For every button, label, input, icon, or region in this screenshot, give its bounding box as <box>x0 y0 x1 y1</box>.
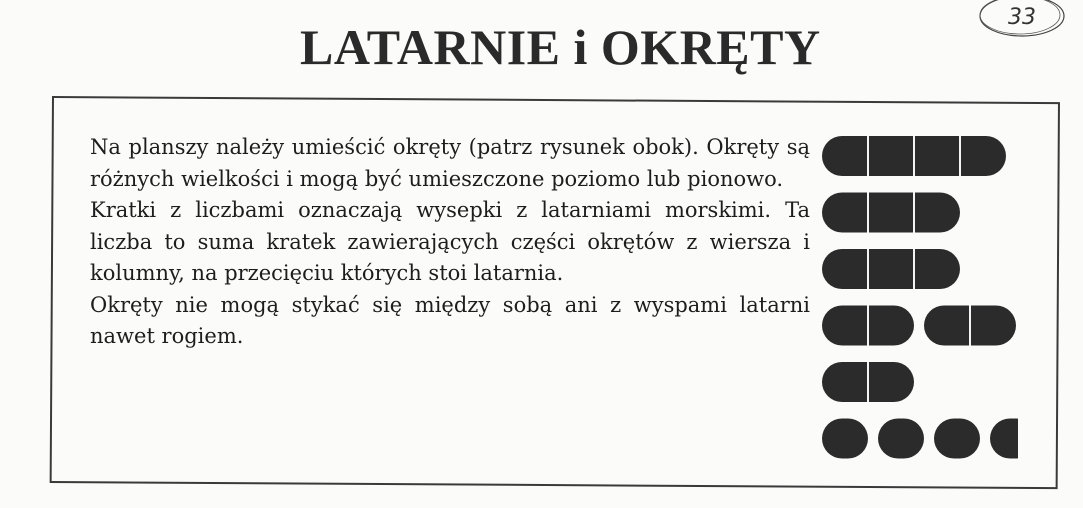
rule-paragraph: Okręty nie mogą stykać się między sobą ani z wyspami latarni nawet rogiem. <box>90 292 810 348</box>
ship-2 <box>822 306 914 346</box>
ship-hull <box>934 419 980 459</box>
ship-1 <box>990 419 1018 459</box>
ship-2 <box>822 362 914 402</box>
ship-3 <box>822 249 960 289</box>
ship-1 <box>822 419 868 459</box>
rule-paragraph: Kratki z liczbami oznaczają wysepki z latarniami morskimi. Ta liczba to suma kratek zawierających części okrętów z wiersza i kolumny, na przecięciu których stoi latarnia. <box>90 198 810 285</box>
ship-hull <box>822 193 960 233</box>
page-number: 33 <box>1008 4 1036 30</box>
ship-4 <box>822 136 1006 176</box>
ship-3 <box>822 193 960 233</box>
fleet-diagram <box>818 128 1018 468</box>
page-number-badge <box>976 0 1068 40</box>
ship-2 <box>924 306 1016 346</box>
puzzle-title: LATARNIE i OKRĘTY <box>300 19 821 75</box>
rules-text <box>90 132 810 353</box>
ship-hull <box>878 419 924 459</box>
ship-hull <box>822 419 868 459</box>
rule-paragraph: Na planszy należy umieścić okręty (patrz rysunek obok). Okręty są różnych wielkości i mogą być umieszczone poziomo lub pionowo. <box>90 135 810 191</box>
ship-1 <box>878 419 924 459</box>
ship-hull <box>990 419 1018 459</box>
ship-1 <box>934 419 980 459</box>
ship-hull <box>822 249 960 289</box>
